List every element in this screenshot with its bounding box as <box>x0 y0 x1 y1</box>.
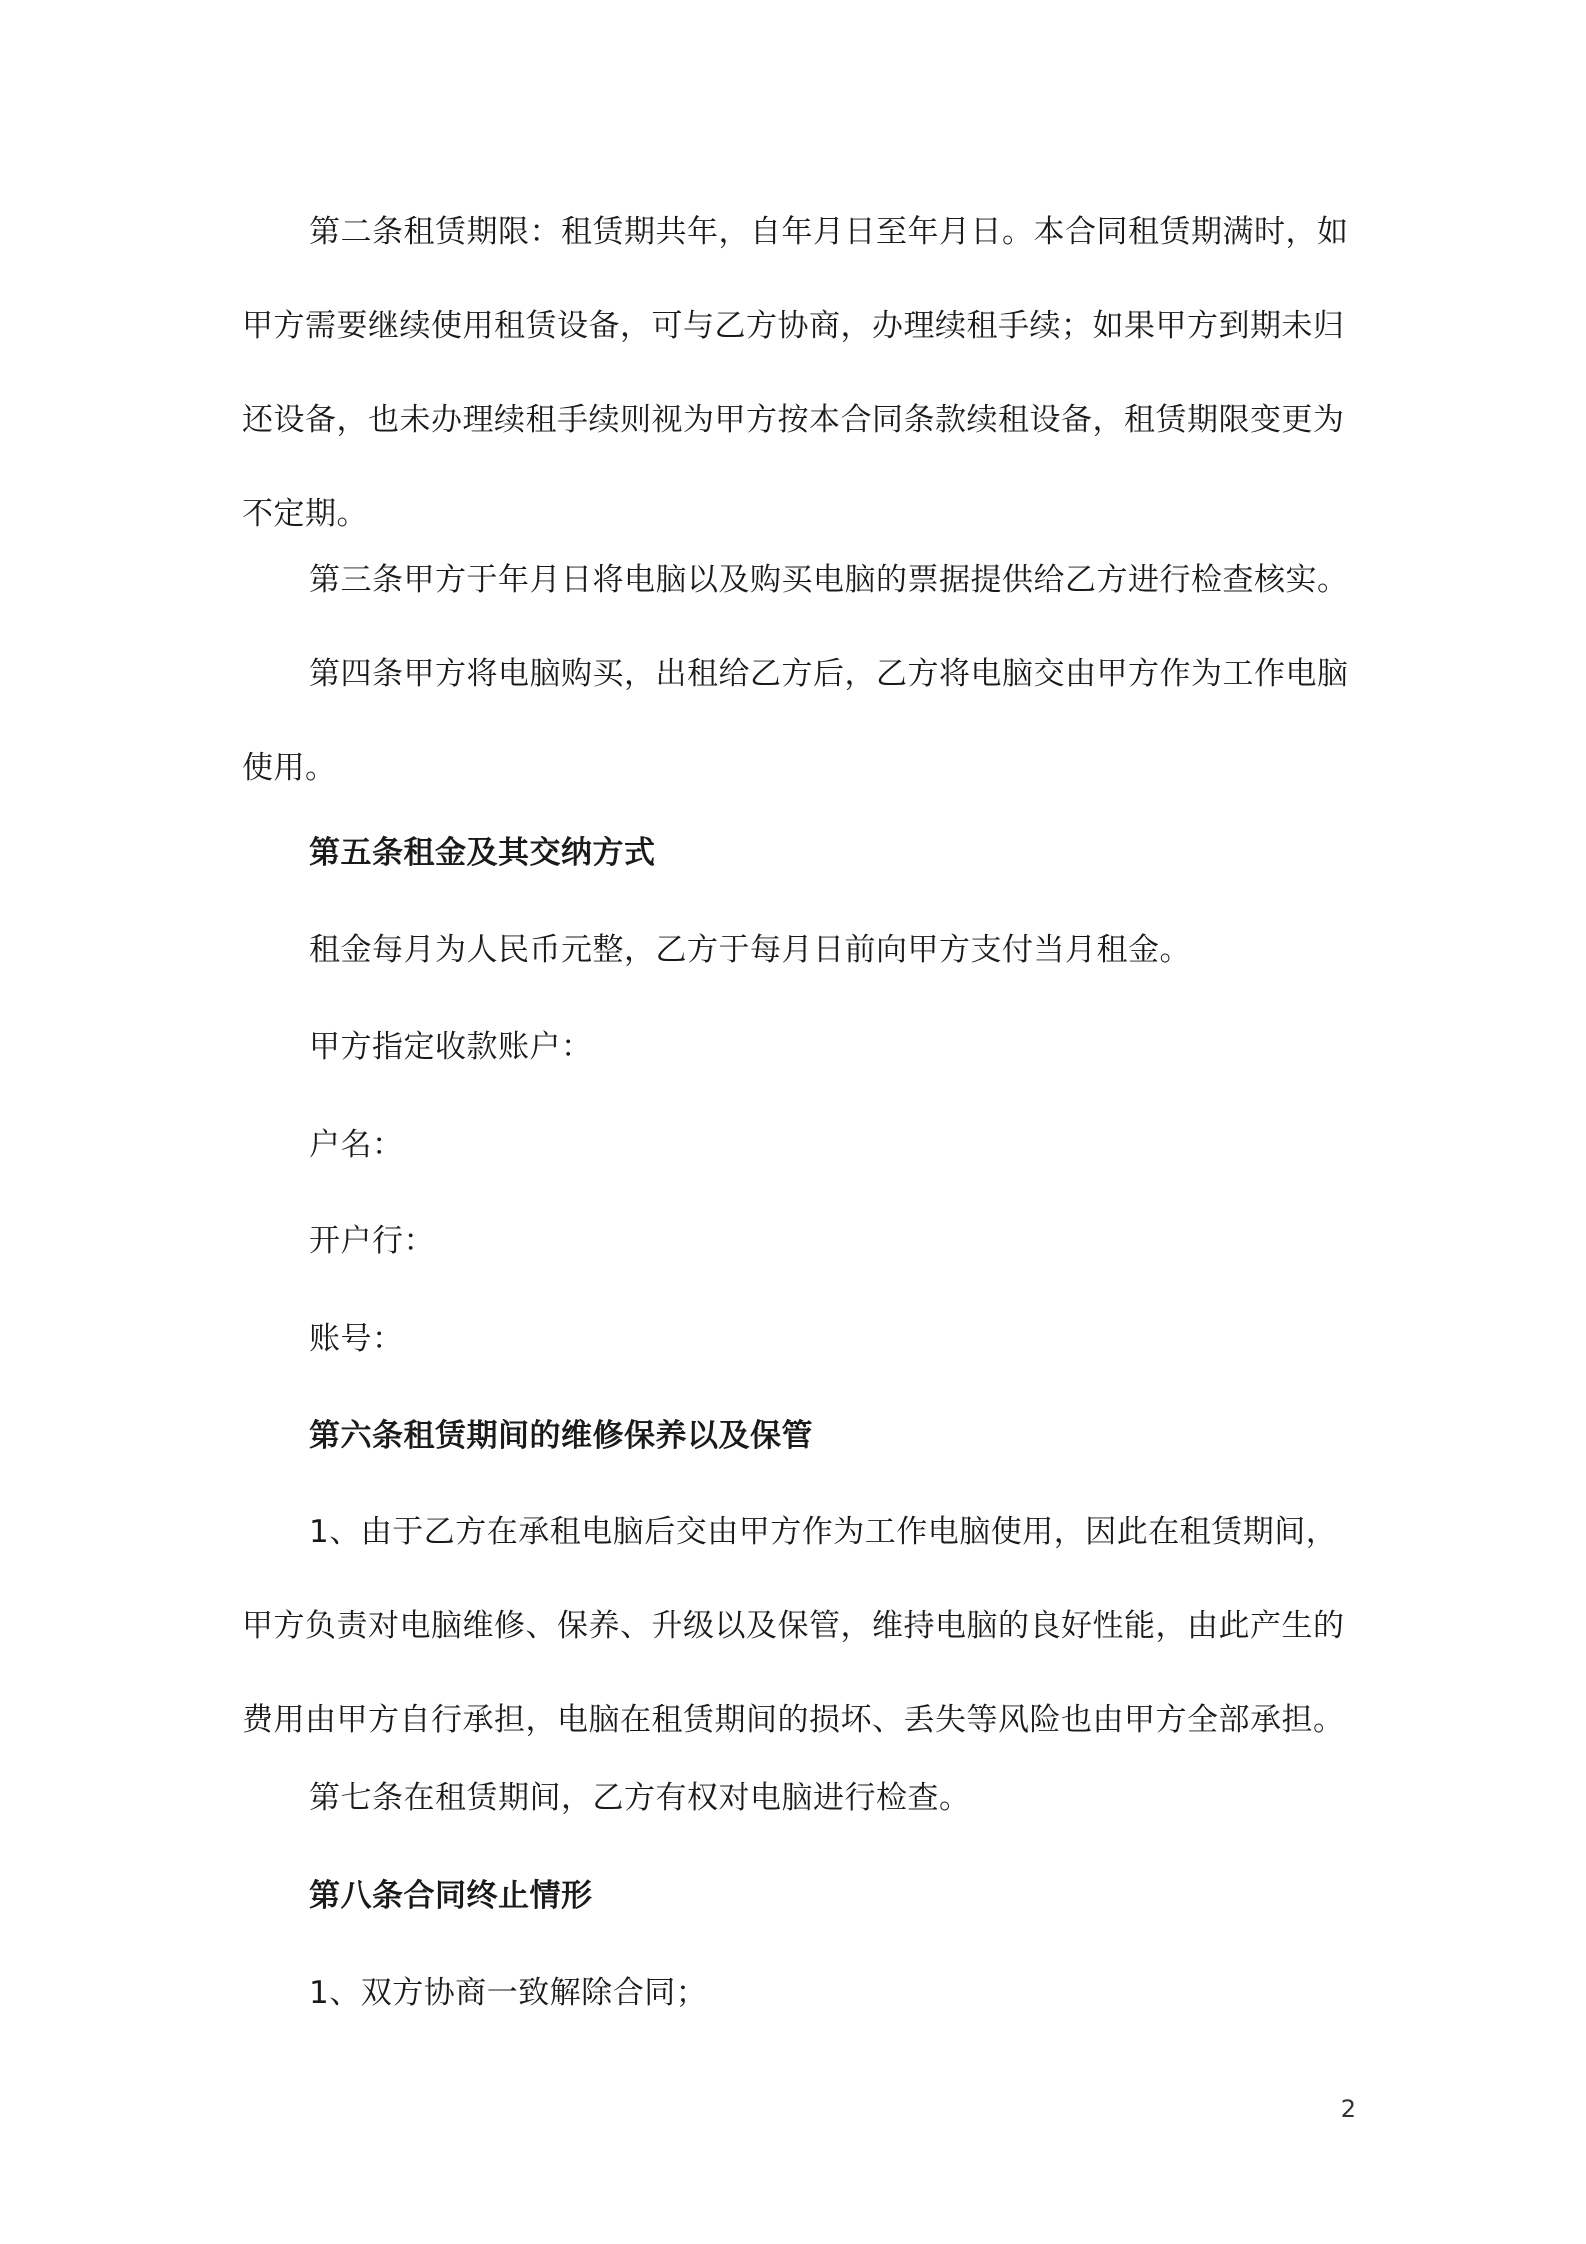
article-5-heading: 第五条租金及其交纳方式 <box>309 835 656 871</box>
article-4-usage: 第四条甲方将电脑购买，出租给乙方后，乙方将电脑交由甲方作为工作电脑使用。 <box>242 656 1349 786</box>
bank-label: 开户行： <box>309 1223 435 1259</box>
receiving-account-label: 甲方指定收款账户： <box>309 1029 593 1065</box>
article-6-heading: 第六条租赁期间的维修保养以及保管 <box>309 1418 813 1454</box>
article-8-clause-1: 1、双方协商一致解除合同； <box>309 1975 708 2011</box>
article-2-lease-term: 第二条租赁期限：租赁期共年，自年月日至年月日。本合同租赁期满时，如甲方需要继续使用租赁设备，可与乙方协商，办理续租手续；如果甲方到期未归还设备，也未办理续租手续则视为甲方按本合同条款续租设备，租赁期限变更为不定期。 <box>242 214 1349 532</box>
article-7-inspection-right: 第七条在租赁期间，乙方有权对电脑进行检查。 <box>309 1780 971 1816</box>
article-6-clause-1: 1、由于乙方在承租电脑后交由甲方作为工作电脑使用，因此在租赁期间，甲方负责对电脑维修、保养、升级以及保管，维持电脑的良好性能，由此产生的费用由甲方自行承担，电脑在租赁期间的损坏、丢失等风险也由甲方全部承担。 <box>242 1514 1345 1738</box>
rent-payment-text: 租金每月为人民币元整，乙方于每月日前向甲方支付当月租金。 <box>309 932 1191 968</box>
account-number-label: 账号： <box>309 1321 404 1357</box>
account-name-label: 户名： <box>309 1127 404 1163</box>
article-8-heading: 第八条合同终止情形 <box>309 1878 593 1914</box>
article-3-inspection: 第三条甲方于年月日将电脑以及购买电脑的票据提供给乙方进行检查核实。 <box>309 562 1349 598</box>
page-number: 2 <box>1340 2095 1356 2123</box>
